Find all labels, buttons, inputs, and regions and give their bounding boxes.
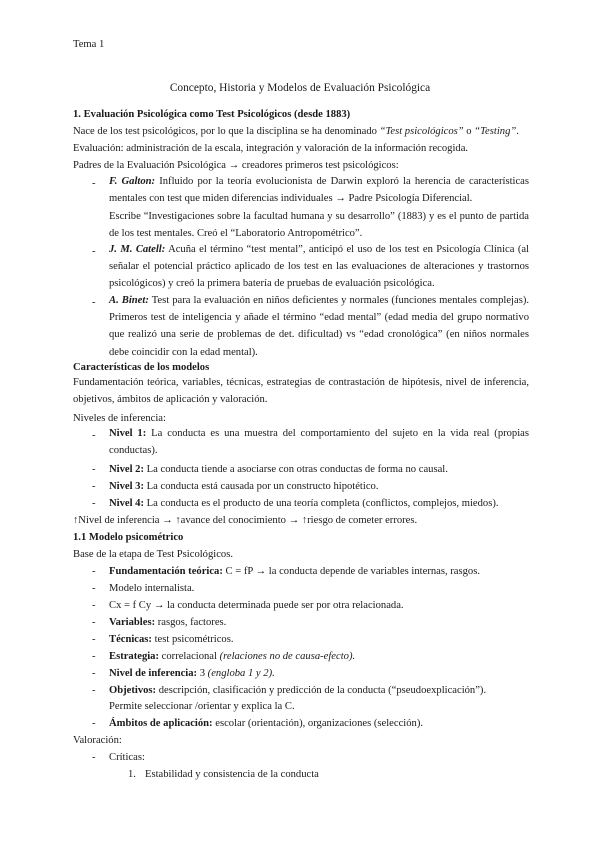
psychometric-item: Nivel de inferencia: 3 (engloba 1 y 2). <box>109 668 275 679</box>
page-header: Tema 1 <box>73 39 105 50</box>
section-1-paragraph-1: Nace de los test psicológicos, por lo que la disciplina se ha denominado “Test psicológicos” o “Testing”. <box>73 126 519 137</box>
list-dash: - <box>92 481 96 492</box>
level-3: Nivel 3: La conducta está causada por un constructo hipotético. <box>109 481 379 492</box>
psychometric-item: Cx = f Cy → la conducta determinada puede ser por otra relacionada. <box>109 600 404 611</box>
list-dash: - <box>92 634 96 645</box>
psychometric-item: Estrategia: correlacional (relaciones no de causa-efecto). <box>109 651 356 662</box>
list-dash: - <box>92 430 96 441</box>
list-dash: - <box>92 464 96 475</box>
list-dash: - <box>92 752 96 763</box>
psychometric-item: Fundamentación teórica: C = fP → la conducta depende de variables internas, rasgos. <box>109 566 480 577</box>
inference-summary: ↑Nivel de inferencia → ↑avance del conocimiento → ↑riesgo de cometer errores. <box>73 515 418 526</box>
psychometric-item-continuation: Permite seleccionar /orientar y explica la C. <box>109 701 295 712</box>
critica-number: 1. <box>128 769 136 780</box>
section-1-1-intro: Base de la etapa de Test Psicológicos. <box>73 549 233 560</box>
level-1: Nivel 1: La conducta es una muestra del comportamiento del sujeto en la vida real (propias conductas). <box>109 428 529 457</box>
galton-paragraph: F. Galton: Influido por la teoría evolucionista de Darwin exploró la herencia de características mentales con test que miden diferencias individuales → Padre Psicología Diferencial. <box>109 176 530 205</box>
galton-paragraph-2: Escribe “Investigaciones sobre la facultad humana y su desarrollo” (1883) y es el punto de partida de los test mentales. Creó el “Laboratorio Antropométrico”. <box>109 211 529 240</box>
psychometric-item: Objetivos: descripción, clasificación y predicción de la conducta (“pseudoexplicación”). <box>109 685 487 696</box>
list-dash: - <box>92 297 96 308</box>
list-dash: - <box>92 668 96 679</box>
list-dash: - <box>92 617 96 628</box>
list-dash: - <box>92 583 96 594</box>
psychometric-item: Técnicas: test psicométricos. <box>109 634 234 645</box>
section-1-1-heading: 1.1 Modelo psicométrico <box>73 532 184 543</box>
section-1-paragraph-3: Padres de la Evaluación Psicológica → creadores primeros test psicológicos: <box>73 160 399 171</box>
catell-paragraph: J. M. Catell: Acuña el término “test mental”, anticipó el uso de los test en Psicología Clínica (al señalar el potencial práctico aplicado de los test en las evaluaciones de alteraciones y trastornos psicológicos) y creó la primera batería de pruebas de evaluación psicológica. <box>109 244 529 290</box>
list-dash: - <box>92 498 96 509</box>
list-dash: - <box>92 566 96 577</box>
criticas-label: Críticas: <box>109 752 145 763</box>
critica-1-text: Estabilidad y consistencia de la conducta <box>145 769 319 780</box>
list-dash: - <box>92 685 96 696</box>
valoracion-label: Valoración: <box>73 735 122 746</box>
psychometric-item: Ámbitos de aplicación: escolar (orientación), organizaciones (selección). <box>109 718 423 729</box>
list-dash: - <box>92 600 96 611</box>
psychometric-item: Modelo internalista. <box>109 583 195 594</box>
section-1-heading: 1. Evaluación Psicológica como Test Psicológicos (desde 1883) <box>73 109 351 120</box>
list-dash: - <box>92 651 96 662</box>
models-paragraph-2: Niveles de inferencia: <box>73 413 166 424</box>
psychometric-item: Variables: rasgos, factores. <box>109 617 227 628</box>
section-1-paragraph-2: Evaluación: administración de la escala, integración y valoración de la información recogida. <box>73 143 469 154</box>
document-title: Concepto, Historia y Modelos de Evaluación Psicológica <box>169 82 431 94</box>
level-2: Nivel 2: La conducta tiende a asociarse con otras conductas de forma no causal. <box>109 464 448 475</box>
list-dash: - <box>92 178 96 189</box>
models-heading: Características de los modelos <box>73 362 210 373</box>
binet-paragraph: A. Binet: Test para la evaluación en niños deficientes y normales (funciones mentales complejas). Primeros test de inteligencia y añade el término “edad mental” (edad media del grupo normativo que realizó una serie de problemas de det. dificultad) vs “edad cronológica” (en niños normales debe coincidir con la edad mental). <box>109 295 529 358</box>
list-dash: - <box>92 718 96 729</box>
list-dash: - <box>92 246 96 257</box>
models-paragraph-1: Fundamentación teórica, variables, técnicas, estrategias de contrastación de hipótesis, nivel de inferencia, objetivos, ámbitos de aplicación y valoración. <box>73 377 529 406</box>
level-4: Nivel 4: La conducta es el producto de una teoría completa (conflictos, complejos, miedos). <box>109 498 499 509</box>
